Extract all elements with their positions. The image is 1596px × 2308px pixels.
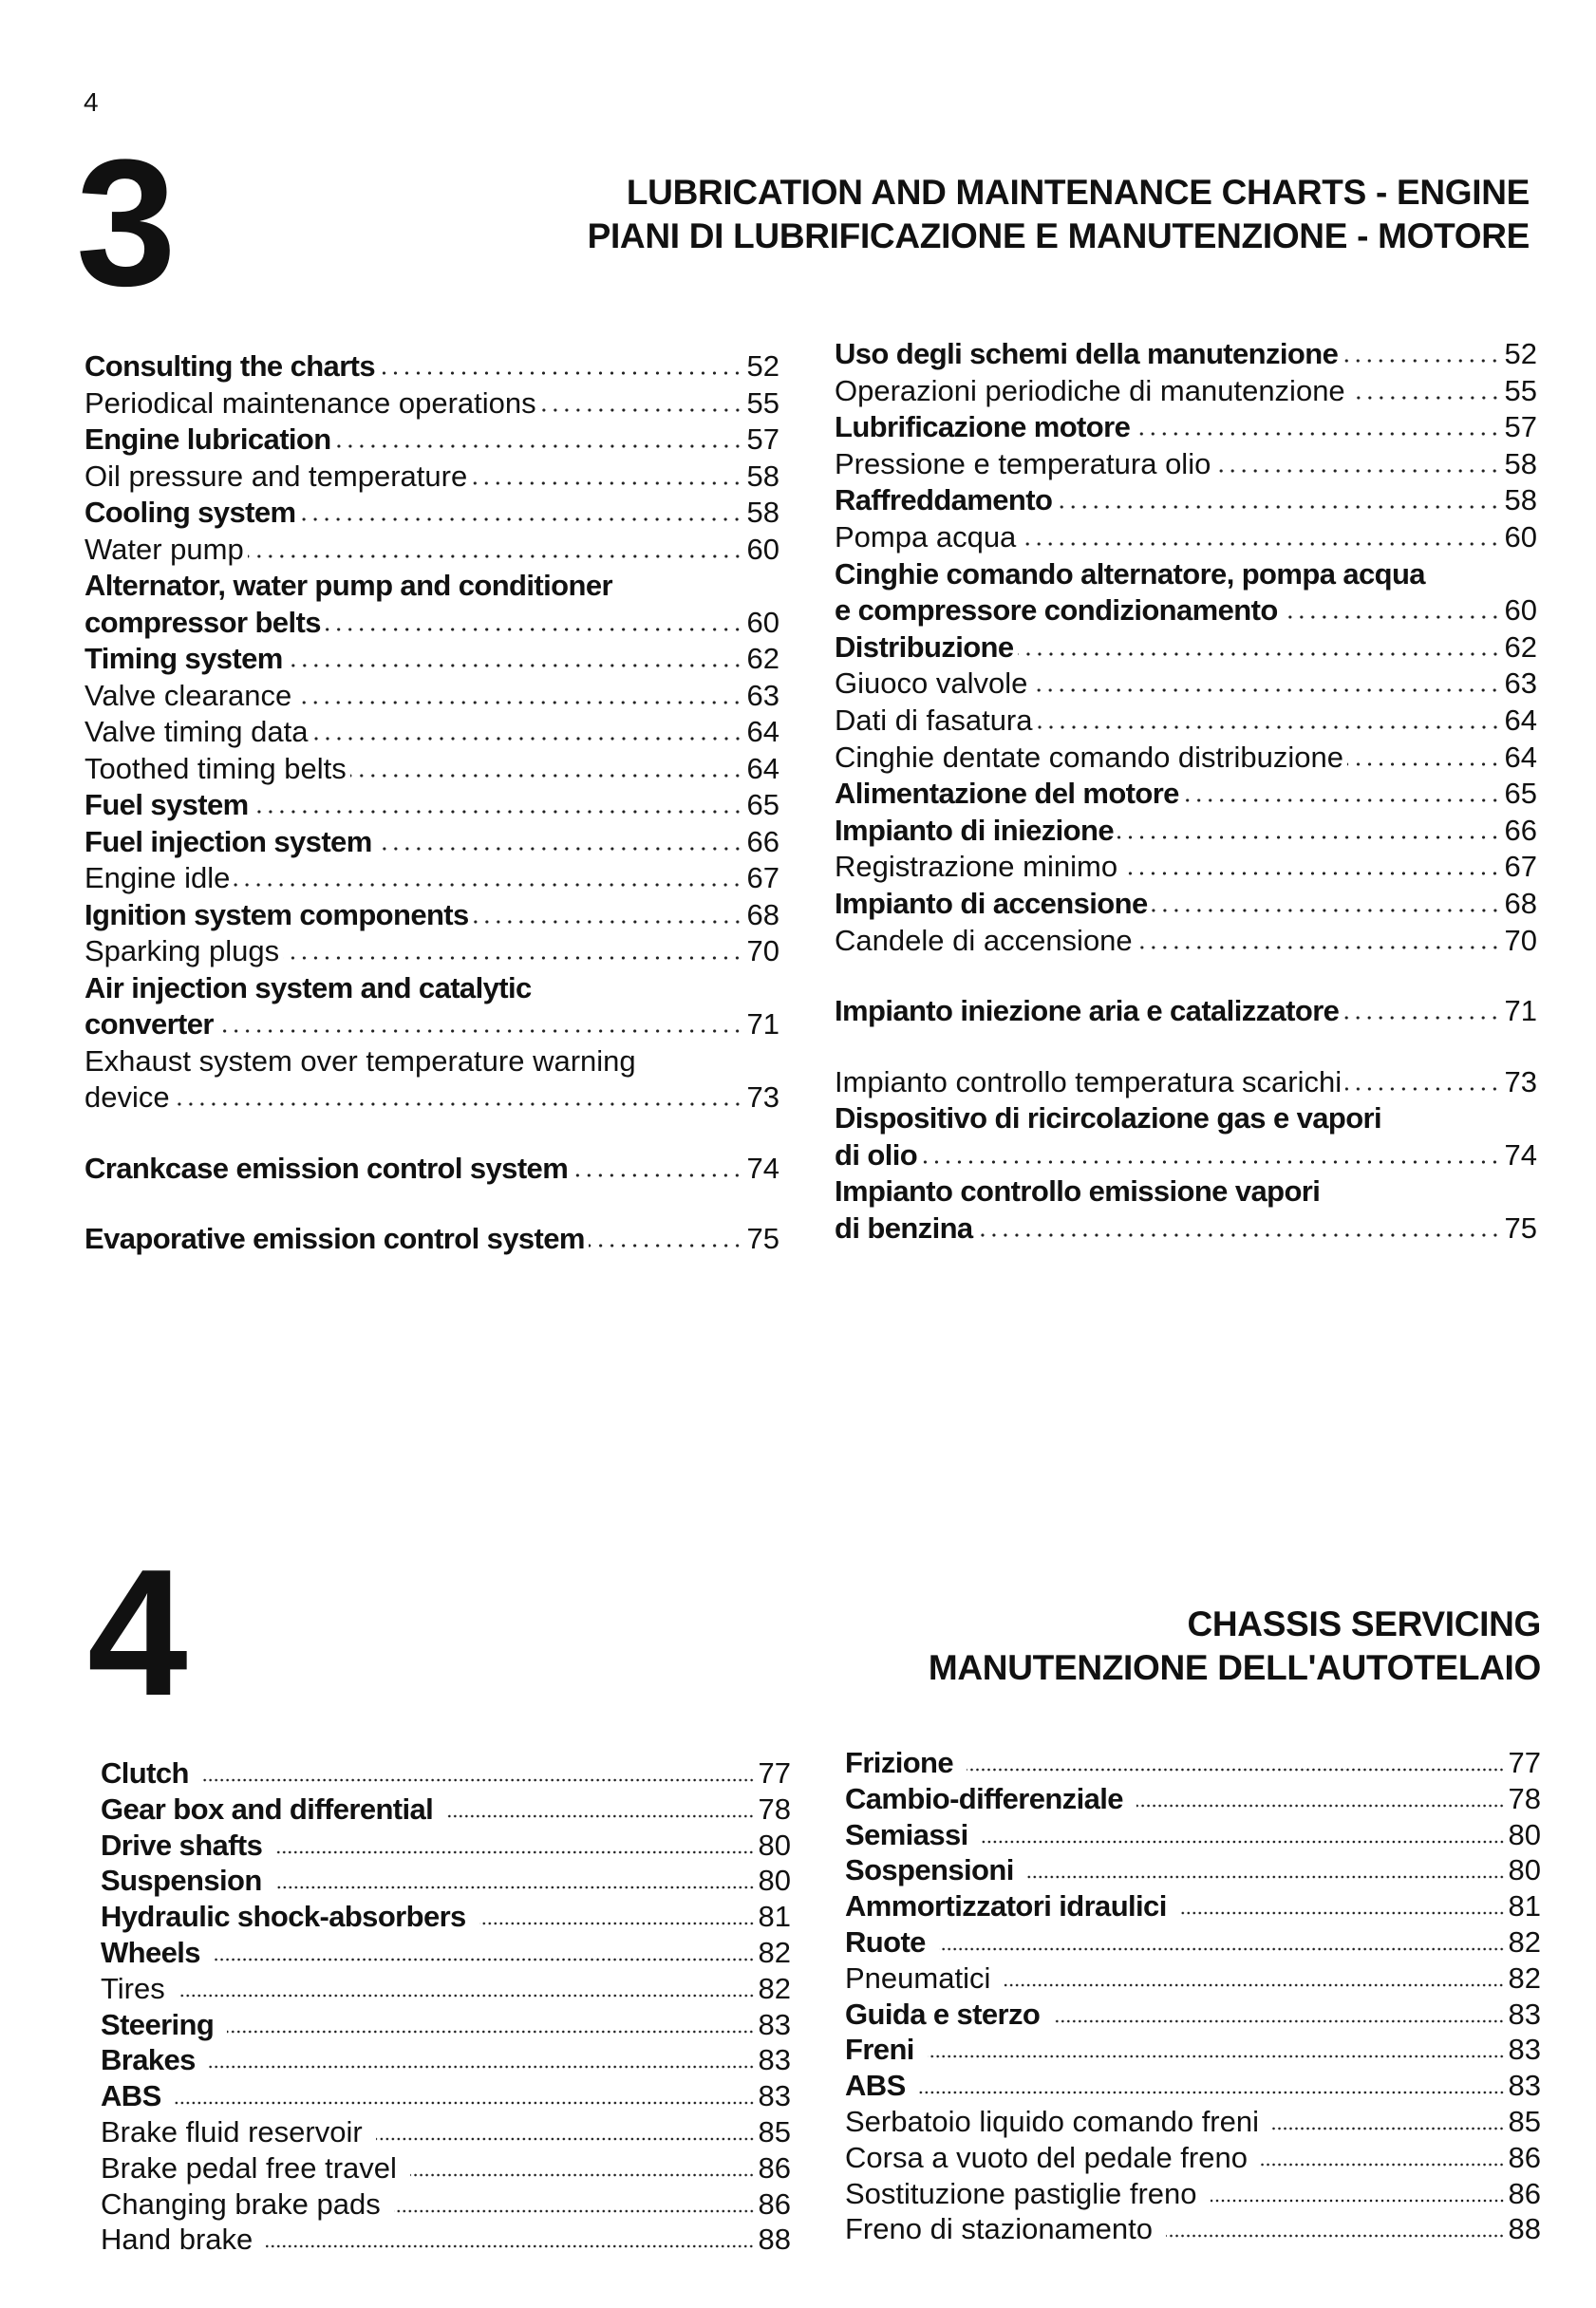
toc-entry-title: Cambio-differenziale <box>845 1781 1123 1815</box>
toc-entry-page: 52 <box>746 349 779 383</box>
toc-entry[interactable] <box>101 1935 791 1971</box>
toc-entry-page: 82 <box>1508 1924 1541 1959</box>
toc-entry-title: ABS <box>845 2069 906 2103</box>
toc-entry-title: Uso degli schemi della manutenzione <box>835 337 1339 370</box>
toc-entry-page: 58 <box>746 459 779 493</box>
chapter-number: 3 <box>76 122 173 324</box>
toc-entry-title: Oil pressure and temperature <box>84 459 468 493</box>
toc-entry-title: e compressore condizionamento <box>835 593 1278 628</box>
toc-entry-page: 88 <box>758 2223 791 2257</box>
toc-entry-title: di benzina <box>835 1211 973 1246</box>
toc-entry-title: Dispositivo di ricircolazione gas e vapori <box>835 1101 1382 1135</box>
toc-entry-title: Impianto controllo temperatura scarichi <box>835 1064 1343 1098</box>
toc-entry[interactable] <box>845 2068 1541 2104</box>
toc-entry-page: 80 <box>758 1828 791 1862</box>
toc-entry-title: Evaporative emission control system <box>84 1222 585 1255</box>
toc-entry-page: 74 <box>746 1151 779 1185</box>
toc-entry-page: 71 <box>1504 994 1537 1028</box>
toc-entry-page: 58 <box>1504 483 1537 517</box>
dot-leader <box>350 773 743 779</box>
toc-entry[interactable] <box>845 1817 1541 1853</box>
toc-entry[interactable] <box>835 813 1537 850</box>
toc-entry-page: 83 <box>758 2079 791 2113</box>
toc-entry-page: 73 <box>746 1080 779 1114</box>
toc-entry-page: 65 <box>746 788 779 821</box>
toc-entry-title: Consulting the charts <box>84 349 376 383</box>
toc-entry-title: di olio <box>835 1137 918 1172</box>
toc-entry-title: Cooling system <box>84 496 296 529</box>
toc-entry-title: Air injection system and catalytic <box>84 970 532 1004</box>
toc-group <box>835 993 1537 1030</box>
toc-english-column <box>84 348 779 1258</box>
toc-entry[interactable] <box>101 2007 791 2043</box>
toc-entry[interactable] <box>84 641 779 678</box>
dot-leader <box>376 846 743 852</box>
toc-entry-page: 65 <box>1504 777 1537 811</box>
dot-leader <box>471 480 742 486</box>
toc-entry-title: Alimentazione del motore <box>835 777 1179 811</box>
toc-entry-page: 80 <box>758 1864 791 1898</box>
toc-entry-page: 82 <box>758 1971 791 2005</box>
toc-entry-title: Ignition system components <box>84 897 469 931</box>
toc-entry[interactable] <box>101 2186 791 2223</box>
toc-entry[interactable] <box>101 1899 791 1935</box>
toc-entry-title: Hand brake <box>101 2223 253 2257</box>
toc-entry-page: 60 <box>1504 519 1537 554</box>
toc-entry-title: Pneumatici <box>845 1961 991 1995</box>
toc-entry-page: 83 <box>1508 1997 1541 2031</box>
toc-entry-page: 81 <box>758 1900 791 1934</box>
toc-entry-page: 68 <box>1504 886 1537 920</box>
toc-entry-page: 81 <box>1508 1889 1541 1923</box>
toc-entry-title: Dati di fasatura <box>835 703 1033 737</box>
chapter-heading <box>929 1603 1541 1690</box>
dot-leader <box>1345 1086 1500 1092</box>
toc-entry-title: compressor belts <box>84 605 321 639</box>
dot-leader <box>919 2090 1505 2095</box>
toc-entry-page: 71 <box>746 1007 779 1041</box>
toc-entry[interactable] <box>845 2140 1541 2176</box>
toc-entry[interactable] <box>84 751 779 788</box>
toc-entry-title: Lubrificazione motore <box>835 410 1131 444</box>
toc-entry[interactable] <box>845 2104 1541 2140</box>
dot-leader <box>379 370 742 376</box>
dot-leader <box>1134 431 1500 437</box>
toc-entry[interactable] <box>845 1852 1541 1888</box>
toc-entry-title: Water pump <box>84 532 244 566</box>
toc-entry[interactable] <box>84 348 779 385</box>
toc-entry[interactable] <box>835 556 1537 629</box>
toc-entry-title: Impianto di accensione <box>835 886 1148 920</box>
dot-leader <box>175 2100 755 2106</box>
dot-leader <box>275 1885 755 1890</box>
toc-entry-title: Hydraulic shock-absorbers <box>101 1900 466 1934</box>
dot-leader <box>217 1028 743 1034</box>
toc-entry-title: Drive shafts <box>101 1828 263 1862</box>
toc-group <box>101 1755 791 2258</box>
toc-entry-page: 67 <box>746 861 779 894</box>
toc-entry-title: Serbatoio liquido comando freni <box>845 2104 1259 2138</box>
dot-leader <box>572 1173 742 1178</box>
toc-entry-page: 83 <box>1508 2033 1541 2067</box>
toc-entry[interactable] <box>101 2078 791 2114</box>
dot-leader <box>1211 2198 1505 2204</box>
toc-entry-page: 57 <box>746 422 779 456</box>
dot-leader <box>287 663 743 668</box>
dot-leader <box>939 1946 1505 1952</box>
toc-entry-title: Corsa a vuoto del pedale freno <box>845 2140 1248 2174</box>
toc-entry[interactable] <box>84 1221 779 1258</box>
toc-entry-page: 82 <box>1508 1961 1541 1995</box>
dot-leader <box>253 809 743 815</box>
toc-entry[interactable] <box>84 970 779 1043</box>
toc-entry[interactable] <box>84 787 779 824</box>
chapter-title-italian: MANUTENZIONE DELL'AUTOTELAIO <box>928 1648 1541 1687</box>
toc-entry-page: 70 <box>1504 923 1537 957</box>
toc-entry-title: Sospensioni <box>845 1853 1014 1887</box>
toc-entry-title: Guida e sterzo <box>845 1997 1041 2031</box>
dot-leader <box>1261 2162 1505 2167</box>
toc-entry[interactable] <box>101 1828 791 1864</box>
dot-leader <box>589 1243 743 1248</box>
dot-leader <box>977 1232 1501 1238</box>
toc-group <box>835 336 1537 959</box>
toc-entry[interactable] <box>84 824 779 861</box>
toc-entry[interactable] <box>835 923 1537 960</box>
dot-leader <box>1027 1874 1505 1880</box>
toc-entry-title: Engine lubrication <box>84 422 331 456</box>
toc-entry-title: Raffreddamento <box>835 483 1053 517</box>
toc-group <box>84 1151 779 1188</box>
toc-entry[interactable] <box>845 1961 1541 1997</box>
toc-entry-title: Timing system <box>84 642 283 675</box>
dot-leader <box>376 2136 755 2142</box>
toc-entry-title: Brake fluid reservoir <box>101 2114 363 2149</box>
dot-leader <box>1031 687 1500 693</box>
toc-entry-title: Crankcase emission control system <box>84 1151 569 1185</box>
toc-entry-title: Periodical maintenance operations <box>84 385 536 420</box>
toc-entry[interactable] <box>845 2032 1541 2068</box>
toc-entry-title: Tires <box>101 1971 165 2005</box>
toc-entry-title: Semiassi <box>845 1817 968 1851</box>
toc-entry-title: Valve timing data <box>84 715 309 748</box>
toc-entry[interactable] <box>845 2211 1541 2247</box>
dot-leader <box>1037 724 1501 730</box>
dot-leader <box>540 407 743 413</box>
toc-entry[interactable] <box>845 1924 1541 1961</box>
toc-entry-page: 63 <box>1504 666 1537 701</box>
toc-group <box>845 1745 1541 2247</box>
toc-entry-title: Brakes <box>101 2043 196 2077</box>
toc-entry-page: 57 <box>1504 410 1537 444</box>
toc-entry-title: Impianto controllo emissione vapori <box>835 1174 1321 1209</box>
toc-entry-page: 80 <box>1508 1853 1541 1887</box>
toc-entry[interactable] <box>845 1781 1541 1817</box>
toc-entry-title: Valve clearance <box>84 678 292 712</box>
toc-entry[interactable] <box>101 1755 791 1792</box>
toc-entry[interactable] <box>835 629 1537 666</box>
toc-entry-page: 55 <box>1504 373 1537 407</box>
toc-entry-title: Registrazione minimo <box>835 850 1118 884</box>
toc-entry-page: 58 <box>1504 446 1537 480</box>
dot-leader <box>967 1767 1504 1773</box>
dot-leader <box>1004 1982 1504 1988</box>
chapter-title-english: LUBRICATION AND MAINTENANCE CHARTS - ENGINE <box>626 173 1530 212</box>
dot-leader <box>214 1957 755 1962</box>
toc-entry-title: Cinghie dentate comando distribuzione <box>835 740 1343 774</box>
dot-leader <box>1152 908 1501 913</box>
toc-entry[interactable] <box>84 459 779 496</box>
toc-entry-page: 83 <box>758 2007 791 2041</box>
toc-entry[interactable] <box>835 1064 1537 1101</box>
toc-entry-title: Freno di stazionamento <box>845 2212 1153 2246</box>
toc-entry-page: 55 <box>746 385 779 420</box>
toc-entry-page: 86 <box>758 2150 791 2185</box>
toc-entry-title: Cinghie comando alternatore, pompa acqua <box>835 556 1425 591</box>
toc-entry-title: Fuel injection system <box>84 824 372 858</box>
dot-leader <box>1136 945 1501 950</box>
dot-leader <box>312 736 743 741</box>
toc-entry[interactable] <box>835 993 1537 1030</box>
toc-entry[interactable] <box>835 373 1537 410</box>
toc-entry-page: 62 <box>1504 629 1537 664</box>
toc-entry[interactable] <box>84 385 779 422</box>
dot-leader <box>1166 2233 1505 2239</box>
toc-entry-page: 74 <box>1504 1137 1537 1172</box>
toc-english-column <box>101 1755 791 2258</box>
dot-leader <box>1117 835 1501 840</box>
toc-entry[interactable] <box>84 532 779 569</box>
toc-italian-column <box>845 1745 1541 2247</box>
toc-entry-page: 83 <box>758 2043 791 2077</box>
dot-leader <box>1342 358 1500 364</box>
toc-entry-title: Sostituzione pastiglie freno <box>845 2176 1197 2210</box>
dot-leader <box>982 1839 1505 1845</box>
toc-entry-page: 86 <box>1508 2176 1541 2210</box>
toc-entry-page: 66 <box>746 824 779 858</box>
toc-entry[interactable] <box>835 666 1537 703</box>
toc-entry[interactable] <box>835 336 1537 373</box>
toc-entry[interactable] <box>835 886 1537 923</box>
toc-entry-title: Clutch <box>101 1756 189 1790</box>
toc-group <box>84 348 779 1116</box>
toc-entry-title: Toothed timing belts <box>84 751 347 785</box>
toc-entry-page: 60 <box>746 605 779 639</box>
toc-entry-title: Steering <box>101 2007 215 2041</box>
toc-entry-title: Brake pedal free travel <box>101 2150 397 2185</box>
dot-leader <box>1056 504 1500 510</box>
toc-entry[interactable] <box>84 422 779 459</box>
toc-entry[interactable] <box>101 2222 791 2258</box>
toc-entry[interactable] <box>101 2042 791 2078</box>
toc-entry[interactable] <box>835 482 1537 519</box>
toc-entry[interactable] <box>101 1792 791 1828</box>
dot-leader <box>234 882 742 888</box>
toc-entry-title: Operazioni periodiche di manutenzione <box>835 373 1345 407</box>
toc-entry[interactable] <box>835 776 1537 813</box>
toc-entry-page: 60 <box>1504 593 1537 628</box>
toc-entry-page: 52 <box>1504 337 1537 370</box>
toc-entry[interactable] <box>845 1888 1541 1924</box>
dot-leader <box>174 1101 743 1107</box>
toc-entry-page: 64 <box>746 715 779 748</box>
toc-entry-title: ABS <box>101 2079 161 2113</box>
toc-entry[interactable] <box>84 568 779 641</box>
toc-entry-title: Pompa acqua <box>835 519 1017 554</box>
dot-leader <box>178 1993 755 1998</box>
dot-leader <box>335 443 743 449</box>
toc-entry-page: 73 <box>1504 1064 1537 1098</box>
dot-leader <box>394 2208 755 2214</box>
toc-group <box>835 1064 1537 1248</box>
dot-leader <box>1018 651 1501 657</box>
toc-entry-page: 80 <box>1508 1817 1541 1851</box>
toc-entry[interactable] <box>84 495 779 532</box>
toc-entry-title: Frizione <box>845 1746 954 1779</box>
toc-entry-page: 64 <box>746 751 779 785</box>
dot-leader <box>410 2172 755 2178</box>
toc-entry-title: Wheels <box>101 1935 200 1969</box>
toc-entry[interactable] <box>84 1043 779 1116</box>
toc-entry[interactable] <box>84 714 779 751</box>
chapter-heading <box>588 171 1530 258</box>
toc-entry-page: 63 <box>746 678 779 712</box>
toc-entry-page: 86 <box>1508 2140 1541 2174</box>
toc-entry[interactable] <box>84 860 779 897</box>
toc-entry-title: Sparking plugs <box>84 934 280 967</box>
chapter-number: 4 <box>87 1532 184 1734</box>
dot-leader <box>248 554 743 559</box>
dot-leader <box>446 1813 754 1819</box>
toc-entry-title: Giuoco valvole <box>835 666 1028 701</box>
toc-entry-title: Ruote <box>845 1924 926 1959</box>
toc-entry-title: Engine idle <box>84 861 231 894</box>
chapter-title-italian: PIANI DI LUBRIFICAZIONE E MANUTENZIONE - MOTORE <box>587 216 1530 255</box>
toc-entry-title: Candele di accensione <box>835 923 1133 957</box>
dot-leader <box>1180 1910 1505 1916</box>
dot-leader <box>1121 871 1500 876</box>
toc-entry-title: Alternator, water pump and conditioner <box>84 569 612 602</box>
toc-entry-title: Freni <box>845 2033 914 2067</box>
toc-entry-page: 60 <box>746 532 779 566</box>
dot-leader <box>299 516 742 522</box>
toc-entry[interactable] <box>101 2150 791 2186</box>
dot-leader <box>1272 2126 1505 2131</box>
toc-entry-page: 75 <box>746 1222 779 1255</box>
toc-entry[interactable] <box>84 897 779 934</box>
toc-entry-page: 82 <box>758 1935 791 1969</box>
toc-entry-page: 85 <box>1508 2104 1541 2138</box>
toc-entry[interactable] <box>835 849 1537 886</box>
toc-entry[interactable] <box>835 519 1537 556</box>
toc-entry-title: Fuel system <box>84 788 249 821</box>
toc-entry-page: 64 <box>1504 703 1537 737</box>
toc-entry[interactable] <box>84 1151 779 1188</box>
toc-entry-page: 86 <box>758 2186 791 2221</box>
toc-entry-page: 85 <box>758 2114 791 2149</box>
toc-entry-page: 58 <box>746 496 779 529</box>
toc-entry-title: Ammortizzatori idraulici <box>845 1889 1167 1923</box>
dot-leader <box>1347 761 1501 767</box>
toc-entry-title: Suspension <box>101 1864 262 1898</box>
dot-leader <box>473 919 743 925</box>
toc-entry-title: Changing brake pads <box>101 2186 381 2221</box>
dot-leader <box>928 2054 1505 2059</box>
toc-entry-page: 66 <box>1504 813 1537 847</box>
toc-entry-title: Exhaust system over temperature warning <box>84 1043 636 1078</box>
dot-leader <box>227 2029 754 2035</box>
toc-entry[interactable] <box>101 1971 791 2007</box>
toc-entry-page: 88 <box>1508 2212 1541 2246</box>
dot-leader <box>1136 1803 1505 1809</box>
toc-entry-page: 75 <box>1504 1211 1537 1246</box>
dot-leader <box>1343 1015 1500 1021</box>
toc-group <box>84 1221 779 1258</box>
toc-entry-page: 77 <box>1508 1746 1541 1779</box>
dot-leader <box>325 627 743 632</box>
toc-entry-title: device <box>84 1080 170 1114</box>
toc-entry[interactable] <box>101 2114 791 2150</box>
page-number: 4 <box>84 87 99 117</box>
toc-entry-page: 67 <box>1504 850 1537 884</box>
toc-entry-title: Impianto iniezione aria e catalizzatore <box>835 994 1340 1028</box>
dot-leader <box>266 2243 754 2249</box>
toc-entry[interactable] <box>101 1863 791 1899</box>
chapter-title-english: CHASSIS SERVICING <box>1187 1604 1541 1643</box>
toc-entry-title: converter <box>84 1007 214 1041</box>
toc-entry[interactable] <box>835 703 1537 740</box>
toc-entry-title: Gear box and differential <box>101 1792 434 1826</box>
toc-entry[interactable] <box>84 933 779 970</box>
toc-entry[interactable] <box>835 1100 1537 1173</box>
dot-leader <box>1020 541 1500 547</box>
dot-leader <box>1349 395 1501 401</box>
toc-entry[interactable] <box>835 446 1537 483</box>
toc-entry[interactable] <box>845 2176 1541 2212</box>
dot-leader <box>1053 2018 1504 2024</box>
toc-entry[interactable] <box>845 1997 1541 2033</box>
toc-entry[interactable] <box>835 1173 1537 1247</box>
dot-leader <box>209 2064 755 2070</box>
dot-leader <box>202 1777 755 1783</box>
toc-entry-page: 68 <box>746 897 779 931</box>
toc-entry-page: 78 <box>1508 1781 1541 1815</box>
toc-entry-page: 83 <box>1508 2069 1541 2103</box>
dot-leader <box>1214 468 1500 474</box>
toc-entry-page: 70 <box>746 934 779 967</box>
dot-leader <box>921 1159 1500 1165</box>
dot-leader <box>1183 797 1501 803</box>
toc-entry[interactable] <box>835 740 1537 777</box>
toc-entry-page: 62 <box>746 642 779 675</box>
toc-entry-page: 78 <box>758 1792 791 1826</box>
toc-entry-title: Pressione e temperatura olio <box>835 446 1211 480</box>
toc-entry[interactable] <box>845 1745 1541 1781</box>
toc-italian-column <box>835 336 1537 1248</box>
toc-entry[interactable] <box>84 678 779 715</box>
dot-leader <box>283 955 742 961</box>
dot-leader <box>1282 614 1501 620</box>
dot-leader <box>295 700 742 705</box>
toc-entry-title: Impianto di iniezione <box>835 813 1114 847</box>
toc-entry-page: 64 <box>1504 740 1537 774</box>
dot-leader <box>275 1849 754 1855</box>
toc-entry-title: Distribuzione <box>835 629 1014 664</box>
toc-entry-page: 77 <box>758 1756 791 1790</box>
toc-entry[interactable] <box>835 409 1537 446</box>
dot-leader <box>479 1921 755 1926</box>
